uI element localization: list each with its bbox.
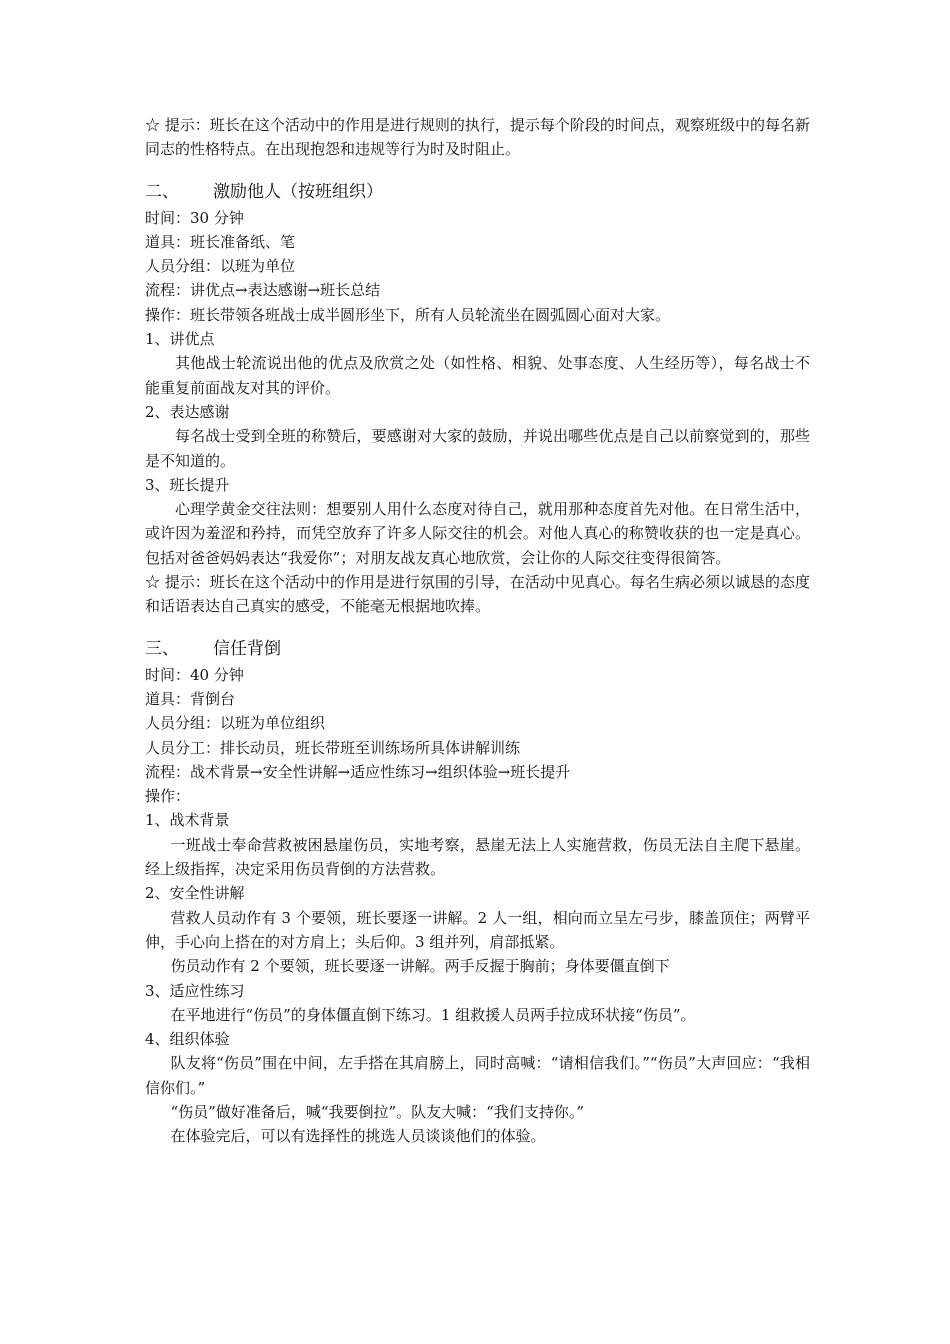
- section-heading: [145, 635, 810, 663]
- spacer: [145, 619, 810, 635]
- step-title: 2、表达感谢: [145, 402, 230, 421]
- step-body: 在平地进行“伤员”的身体僵直倒下练习。1 组救援人员两手拉成环状接“伤员”。: [170, 1005, 696, 1024]
- step-title: 2、安全性讲解: [145, 884, 245, 903]
- document-page: [145, 113, 810, 1149]
- step-title: 1、战术背景: [145, 811, 230, 830]
- operation-line: 操作：班长带领各班战士成半圆形坐下，所有人员轮流坐在圆弧圆心面对大家。: [145, 305, 671, 324]
- section-title: 激励他人（按班组织）: [213, 181, 383, 202]
- flow-line: 流程：战术背景→安全性讲解→适应性练习→组织体验→班长提升: [145, 762, 571, 781]
- section-heading: [145, 178, 810, 206]
- step-body: 每名战士受到全班的称赞后，要感谢对大家的鼓励，并说出哪些优点是自己以前察觉到的，那些是不知道的。: [145, 427, 810, 470]
- time-line: 时间：40 分钟: [145, 665, 244, 684]
- section-number: 二、: [145, 181, 179, 202]
- section-number: 三、: [145, 638, 179, 659]
- step-title: 3、班长提升: [145, 475, 230, 494]
- grouping-line: 人员分组：以班为单位: [145, 257, 296, 276]
- step-body: 营救人员动作有 3 个要领，班长要逐一讲解。2 人一组，相向而立呈左弓步，膝盖顶住；两臂平伸，手心向上搭在的对方肩上；头后仰。3 组并列，肩部抵紧。: [145, 908, 810, 951]
- division-line: 人员分工：排长动员，班长带班至训练场所具体讲解训练: [145, 738, 521, 757]
- step-title: 1、讲优点: [145, 330, 215, 349]
- props-line: 道具：背倒台: [145, 689, 236, 708]
- step-body: 一班战士奉命营救被困悬崖伤员，实地考察，悬崖无法上人实施营救，伤员无法自主爬下悬崖。经上级指挥，决定采用伤员背倒的方法营救。: [145, 835, 810, 879]
- flow-line: 流程：讲优点→表达感谢→班长总结: [145, 281, 381, 300]
- spacer: [145, 162, 810, 178]
- props-line: 道具：班长准备纸、笔: [145, 232, 296, 251]
- step-body: 伤员动作有 2 个要领，班长要逐一讲解。两手反握于胸前；身体要僵直倒下: [170, 957, 670, 976]
- time-line: 时间：30 分钟: [145, 208, 244, 227]
- step-body: 队友将“伤员”围在中间，左手搭在其肩膀上，同时高喊：“请相信我们。”“伤员”大声回应：“我相信你们。”: [145, 1054, 810, 1097]
- step-body: 在体验完后，可以有选择性的挑选人员谈谈他们的体验。: [170, 1127, 546, 1146]
- operation-line: 操作：: [145, 787, 191, 806]
- step-body: “伤员”做好准备后，喊“我要倒拉”。队友大喊：“我们支持你。”: [170, 1102, 585, 1121]
- step-title: 3、适应性练习: [145, 981, 245, 1000]
- step-body: 其他战士轮流说出他的优点及欣赏之处（如性格、相貌、处事态度、人生经历等），每名战士不能重复前面战友对其的评价。: [145, 354, 810, 397]
- tip-paragraph: ☆ 提示：班长在这个活动中的作用是进行氛围的引导，在活动中见真心。每名生病必须以诚恳的态度和话语表达自己真实的感受，不能毫无根据地吹捧。: [145, 573, 810, 616]
- grouping-line: 人员分组：以班为单位组织: [145, 714, 326, 733]
- step-title: 4、组织体验: [145, 1030, 230, 1049]
- tip-paragraph: ☆ 提示：班长在这个活动中的作用是进行规则的执行，提示每个阶段的时间点，观察班级中的每名新同志的性格特点。在出现抱怨和违规等行为时及时阻止。: [145, 116, 810, 159]
- step-body: 心理学黄金交往法则：想要别人用什么态度对待自己，就用那种态度首先对他。在日常生活中，或许因为羞涩和矜持，而凭空放弃了许多人际交往的机会。对他人真心的称赞收获的也一定是真心。包括对爸爸妈妈表达“我爱你”；对朋友战友真心地欣赏，会让你的人际交往变得很简答。: [145, 500, 810, 567]
- section-title: 信任背倒: [213, 638, 281, 659]
